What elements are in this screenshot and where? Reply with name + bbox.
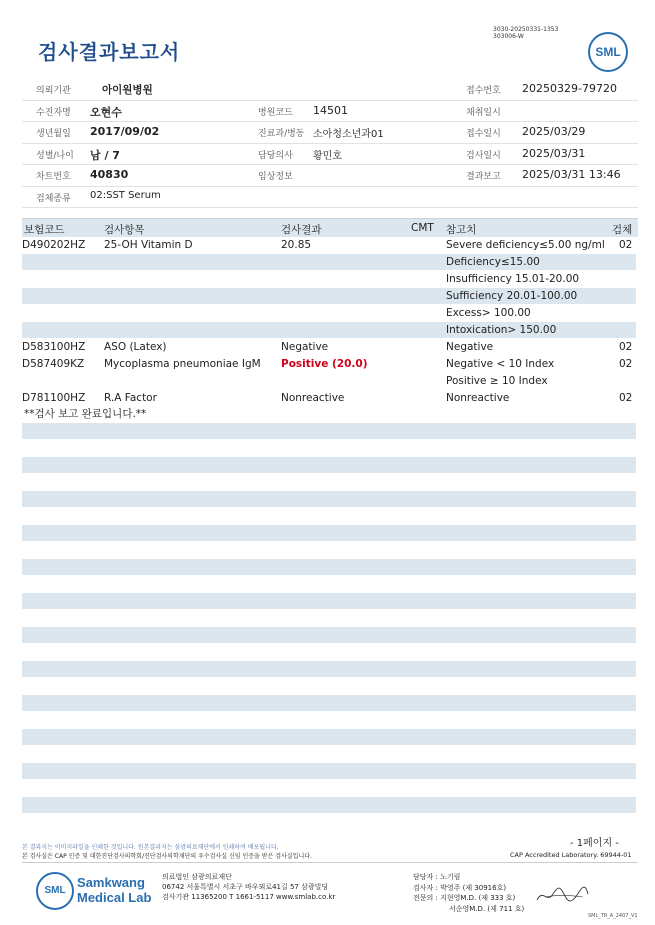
report-title: 검사결과보고서	[38, 40, 181, 64]
cell-result: Negative	[281, 341, 329, 353]
info-row	[22, 187, 638, 209]
cell-reference: Sufficiency 20.01-100.00	[446, 290, 578, 302]
receipt-date-label: 접수일시	[466, 129, 501, 139]
cell-code: D583100HZ	[22, 341, 86, 353]
specimen-type-value: 02:SST Serum	[90, 189, 161, 201]
row-stripe	[22, 254, 636, 270]
row-stripe	[22, 491, 636, 507]
col-item-header: 검사항목	[104, 224, 145, 236]
addr-line1: 의료법인 삼광의료재단	[162, 873, 232, 881]
cell-result: 20.85	[281, 239, 312, 251]
footer-divider	[22, 862, 638, 863]
patient-name-value: 오현수	[90, 105, 122, 119]
cell-specimen: 02	[619, 239, 633, 251]
cap-accreditation: CAP Accredited Laboratory. 69944-01	[510, 851, 632, 859]
col-result-header: 검사결과	[281, 224, 322, 236]
col-code-header: 보험코드	[24, 224, 65, 236]
chart-no-value: 40830	[90, 168, 129, 181]
test-date-value: 2025/03/31	[522, 146, 586, 160]
patient-name-label: 수진자명	[36, 107, 71, 118]
cell-reference: Intoxication> 150.00	[446, 324, 557, 336]
brand-line1: Samkwang	[77, 875, 145, 890]
row-stripe	[22, 763, 636, 779]
brand-line2: Medical Lab	[77, 890, 152, 905]
report-code	[493, 26, 558, 40]
row-stripe	[22, 695, 636, 711]
institution-label: 의뢰기관	[36, 86, 71, 96]
birth-date-value: 2017/09/02	[90, 125, 160, 138]
collection-date-label: 채취일시	[466, 107, 501, 118]
footer-note-accreditation: 본 검사실은 CAP 인증 및 대한진단검사의학회/진단검사의학재단의 우수검사실 신임 인증을 받은 검사실입니다.	[22, 853, 312, 860]
patient-info-block	[22, 79, 638, 208]
cell-item: 25-OH Vitamin D	[104, 239, 193, 251]
row-stripe	[22, 423, 636, 439]
col-reference-header: 참고치	[446, 224, 477, 236]
signature-image	[535, 884, 590, 906]
row-stripe	[22, 525, 636, 541]
cell-reference: Negative	[446, 341, 494, 353]
footer-brand	[77, 875, 151, 905]
col-specimen-header: 검체	[612, 224, 633, 236]
hospital-code-value: 14501	[313, 103, 348, 117]
row-stripe	[22, 559, 636, 575]
footer-note-image: 본 결과지는 이미지파일을 인쇄한 것입니다. 원본결과지는 삼광의료재단에서 인쇄하여 배포됩니다.	[22, 844, 279, 851]
receipt-date-value: 2025/03/29	[522, 125, 586, 138]
info-row	[22, 165, 638, 187]
info-row	[22, 144, 638, 166]
sex-age-label: 성별/나이	[36, 150, 74, 161]
receipt-no-value: 20250329-79720	[522, 82, 617, 95]
row-stripe	[22, 457, 636, 473]
row-stripe	[22, 729, 636, 745]
col-cmt-header: CMT	[411, 222, 434, 234]
addr-line2: 06742 서울특별시 서초구 바우뫼로41길 57 삼광빌딩	[162, 883, 329, 891]
receipt-no-label: 접수번호	[466, 86, 501, 96]
institution-value: 아이원병원	[102, 84, 153, 96]
footer-sml-logo: SML	[36, 872, 74, 910]
cell-reference: Positive ≥ 10 Index	[446, 375, 548, 387]
cell-item: Mycoplasma pneumoniae IgM	[104, 358, 261, 370]
sex-age-value: 남 / 7	[90, 148, 120, 162]
hospital-code-label: 병원코드	[258, 107, 293, 118]
cell-specimen: 02	[619, 341, 633, 353]
cell-specimen: 02	[619, 392, 633, 404]
info-row	[22, 122, 638, 144]
addr-line3: 검사기관 11365200 T 1661-5117 www.smlab.co.kr	[162, 893, 336, 901]
report-code-line1: 3030-20250331-1353	[493, 26, 559, 33]
cell-reference: Severe deficiency≤5.00 ng/ml	[446, 239, 605, 251]
row-stripe	[22, 627, 636, 643]
test-date-label: 검사일시	[466, 150, 501, 161]
sml-logo: SML	[588, 32, 628, 72]
doctor-label: 담당의사	[258, 150, 293, 161]
footer-staff	[413, 872, 524, 914]
cell-reference: Deficiency≤15.00	[446, 256, 540, 268]
report-complete-note: **검사 보고 완료입니다.**	[24, 408, 147, 420]
cell-item: ASO (Latex)	[104, 341, 167, 353]
page-number: - 1페이지 -	[570, 838, 619, 849]
birth-date-label: 생년월일	[36, 129, 71, 139]
staff-line3: 전문의 : 지현영M.D. (제 333 호)	[413, 894, 516, 902]
cell-reference: Insufficiency 15.01-20.00	[446, 273, 580, 285]
clinical-info-label: 임상정보	[258, 172, 293, 182]
staff-line2: 검사자 : 박영주 (제 30916호)	[413, 883, 507, 892]
cell-result: Nonreactive	[281, 392, 345, 404]
specimen-type-label: 검체종류	[36, 193, 71, 204]
cell-reference: Nonreactive	[446, 392, 510, 404]
chart-no-label: 차트번호	[36, 172, 71, 182]
form-code: SML_TR_A_2407_V1	[588, 913, 638, 919]
report-code-line2: 303006-W	[493, 33, 524, 40]
cell-code: D781100HZ	[22, 392, 86, 404]
report-date-label: 결과보고	[466, 172, 501, 182]
cell-item: R.A Factor	[104, 392, 157, 404]
info-row	[22, 101, 638, 123]
cell-reference: Excess> 100.00	[446, 307, 531, 319]
row-stripe	[22, 593, 636, 609]
cell-code: D490202HZ	[22, 239, 86, 251]
dept-value: 소아청소년과01	[313, 129, 384, 140]
results-table-header	[22, 218, 638, 237]
row-stripe	[22, 797, 636, 813]
row-stripe	[22, 661, 636, 677]
info-row	[22, 79, 638, 101]
cell-specimen: 02	[619, 358, 633, 370]
footer-address	[162, 872, 335, 902]
cell-code: D587409KZ	[22, 358, 85, 370]
doctor-value: 황민호	[313, 150, 342, 162]
staff-line1: 담당자 : 노기림	[413, 873, 461, 881]
cell-result: Positive (20.0)	[281, 358, 368, 370]
cell-reference: Negative < 10 Index	[446, 358, 555, 370]
staff-line4: 서순영M.D. (제 711 호)	[449, 904, 525, 913]
dept-label: 진료과/병동	[258, 129, 305, 139]
report-date-value: 2025/03/31 13:46	[522, 168, 621, 181]
